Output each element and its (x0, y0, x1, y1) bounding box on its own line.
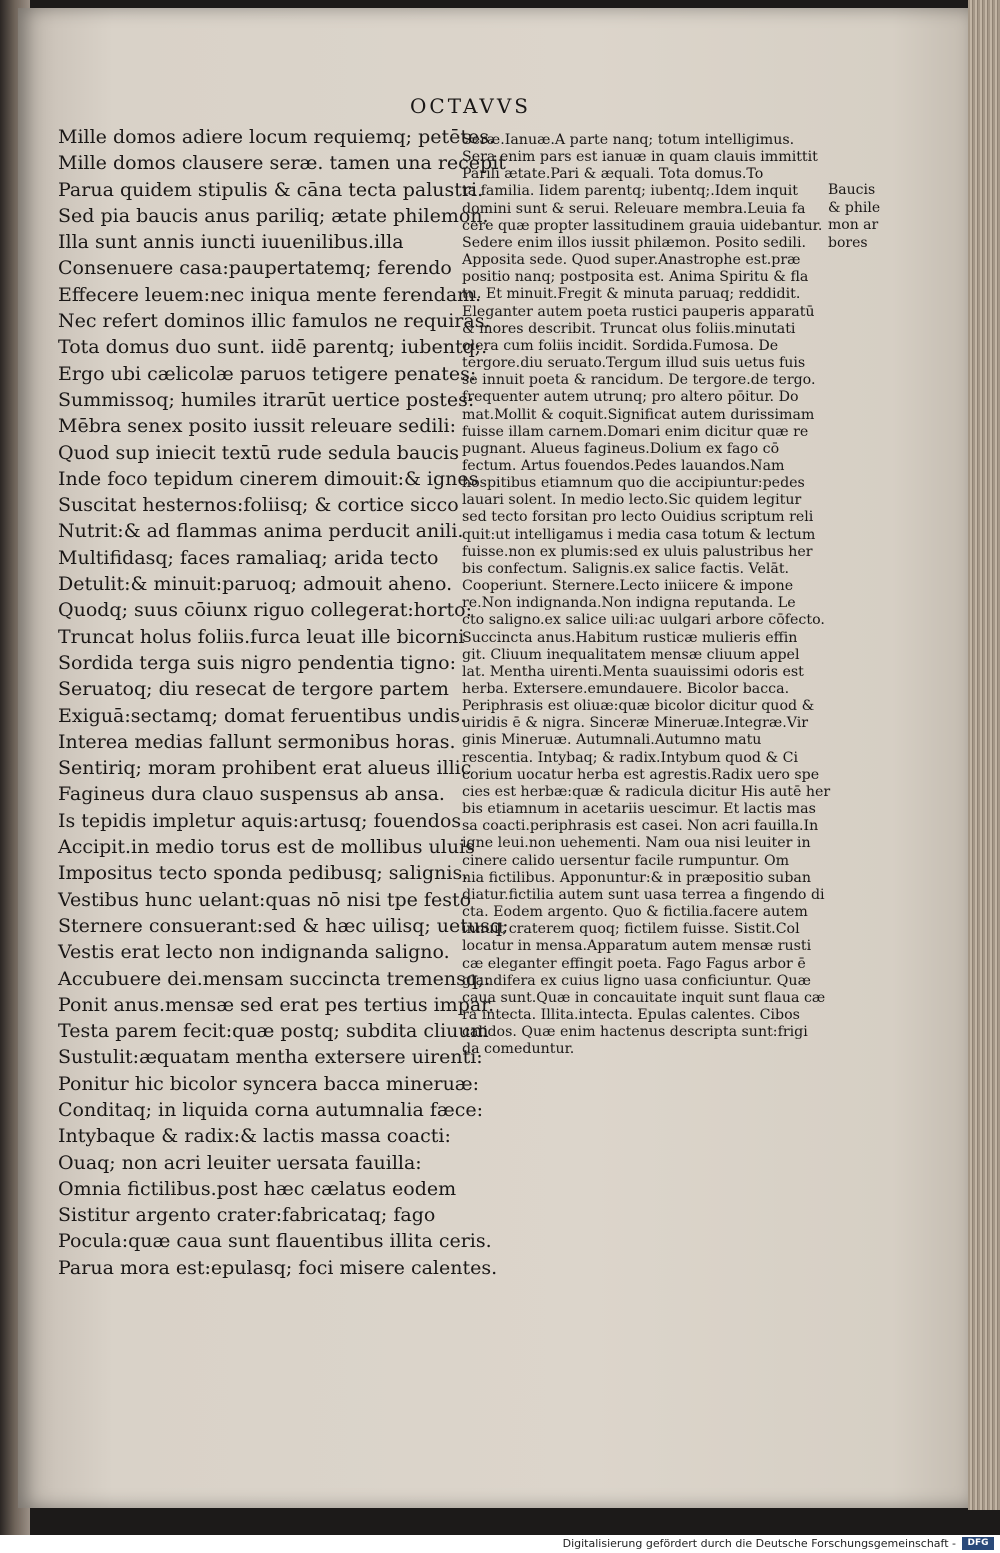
poem-line: Parua mora est:epulasq; foci misere calentes. (58, 1256, 498, 1279)
poem-line: Quod sup iniecit textū rude sedula baucis (58, 441, 459, 464)
poem-line: Effecere leuem:nec iniqua mente ferendam. (58, 283, 482, 306)
poem-line: Sistitur argento crater:fabricataq; fago (58, 1204, 436, 1227)
commentary-line: git. Cliuum inequalitatem mensæ cliuum appel (462, 646, 800, 663)
marginal-note-line: & phile (828, 199, 881, 216)
marginal-note-line: bores (828, 234, 868, 251)
commentary-line: igne leui.non uehementi. Nam oua nisi leuiter in (462, 835, 811, 852)
poem-line: Vestibus hunc uelant:quas nō nisi tpe festo (58, 888, 472, 911)
commentary-line: sa coacti.periphrasis est casei. Non acri fauilla.In (462, 818, 819, 835)
poem-line: Accubuere dei.mensam succincta tremensq;. (58, 967, 491, 990)
poem-line: Fagineus dura clauo suspensus ab ansa. (58, 783, 445, 806)
poem-line: Ergo ubi cælicolæ paruos tetigere penates: (58, 362, 477, 385)
commentary-line: cies est herbæ:quæ & radicula dicitur His autē her (462, 783, 831, 800)
poem-line: Sustulit:æquatam mentha extersere uirenti: (58, 1046, 483, 1069)
commentary-line: bis etiamnum in acetariis uescimur. Et lactis mas (462, 801, 816, 818)
commentary-line: glandifera ex cuius ligno uasa conficiuntur. Quæ (462, 972, 811, 989)
marginal-note-line: mon ar (828, 217, 879, 233)
poem-line: Seruatoq; diu resecat de tergore partem (58, 678, 449, 701)
commentary-line: Parili ætate.Pari & æquali. Tota domus.To (462, 166, 764, 183)
poem-line: Ponitur hic bicolor syncera bacca mineruæ: (58, 1072, 480, 1095)
commentary-line: sed tecto forsitan pro lecto Ouidius scriptum reli (462, 509, 814, 526)
footer-credit: Digitalisierung gefördert durch die Deutsche Forschungsgemeinschaft - (562, 1537, 956, 1550)
poem-line: Suscitat hesternos:foliisq; & cortice sicco (58, 494, 459, 517)
commentary-line: cto saligno.ex salice uili:ac uulgari arbore cōfecto. (462, 612, 825, 629)
commentary-line: & mores describit. Truncat olus foliis.minutati (462, 320, 796, 337)
poem-line: Ouaq; non acri leuiter uersata fauilla: (58, 1151, 422, 1174)
commentary-line: Cooperiunt. Sternere.Lecto iniicere & impone (462, 578, 794, 595)
commentary-line: Seræ.Ianuæ.A parte nanq; totum intelligimus. (462, 132, 795, 148)
commentary-line: quit:ut intelligamus i media casa totum & lectum (462, 526, 816, 543)
commentary-line: lat. Mentha uirenti.Menta suauissimi odoris est (462, 663, 804, 680)
commentary-line: Succincta anus.Habitum rusticæ mulieris effin (462, 629, 798, 646)
poem-line: Mēbra senex posito iussit releuare sedili: (58, 415, 457, 438)
poem-line: Conditaq; in liquida corna autumnalia fæce: (58, 1098, 484, 1121)
commentary-line: pugnant. Alueus fagineus.Dolium ex fago cō (462, 440, 780, 457)
poem-line: Illa sunt annis iuncti iuuenilibus.illa (58, 231, 404, 254)
poem-line: Omnia fictilibus.post hæc cælatus eodem (58, 1177, 457, 1200)
running-head: OCTAVVS (410, 94, 531, 118)
marginal-note (828, 182, 888, 252)
poem-line: Nutrit:& ad flammas anima perducit anili. (58, 520, 464, 543)
poem-line: Testa parem fecit:quæ postq; subdita cliuum (58, 1020, 489, 1043)
commentary-line: Periphrasis est oliuæ:quæ bicolor dicitur quod & (462, 698, 815, 715)
commentary-line: Sera enim pars est ianuæ in quam clauis immittit (462, 149, 818, 166)
poem-column (58, 124, 509, 1281)
poem-line: Vestis erat lecto non indignanda saligno. (58, 941, 450, 964)
commentary-line: rescentia. Intybaq; & radix.Intybum quod & Ci (462, 749, 799, 766)
poem-line: Truncat holus foliis.furca leuat ille bicorni (58, 625, 465, 648)
commentary-line: se innuit poeta & rancidum. De tergore.de tergo. (462, 372, 816, 389)
poem-line: Detulit:& minuit:paruoq; admouit aheno. (58, 573, 453, 596)
poem-line: Sordida terga suis nigro pendentia tigno: (58, 651, 457, 674)
dfg-logo: DFG (962, 1537, 994, 1550)
commentary-line: lauari solent. In medio lecto.Sic quidem legitur (462, 492, 802, 509)
poem-line: Tota domus duo sunt. iidē parentq; iubentq;. (58, 336, 488, 359)
commentary-line: uiridis ē & nigra. Sinceræ Mineruæ.Integræ.Vir (462, 715, 809, 732)
poem-line: Mille domos adiere locum requiemq; petētes. (58, 126, 496, 148)
commentary-line: tergore.diu seruato.Tergum illud suis uetus fuis (462, 355, 806, 372)
commentary-line: olera cum foliis incidit. Sordida.Fumosa. De (462, 337, 779, 354)
poem-line: Inde foco tepidum cinerem dimouit:& ignes (58, 467, 479, 490)
commentary-line: corium uocatur herba est agrestis.Radix uero spe (462, 766, 820, 783)
commentary-line: fuisse illam carnem.Domari enim dicitur quæ re (462, 423, 809, 440)
commentary-line: da comeduntur. (462, 1041, 575, 1058)
commentary-line: frequenter autem utrunq; pro altero pōitur. Do (462, 389, 799, 406)
poem-line: Ponit anus.mensæ sed erat pes tertius impar. (58, 993, 495, 1016)
commentary-line: nia fictilibus. Apponuntur:& in præpositio suban (462, 869, 812, 886)
poem-line: Sternere consuerant:sed & hæc uilisq; uetusq; (58, 914, 509, 937)
commentary-line: ta familia. Iidem parentq; iubentq;.Idem inquit (462, 183, 798, 200)
commentary-line: domini sunt & serui. Releuare membra.Leuia fa (462, 200, 806, 217)
commentary-column (462, 132, 831, 1058)
poem-line: Multifidasq; faces ramaliaq; arida tecto (58, 546, 439, 569)
commentary-line: Sedere enim illos iussit philæmon. Posito sedili. (462, 234, 806, 251)
commentary-line: cæ eleganter effingit poeta. Fago Fagus arbor ē (462, 955, 806, 972)
marginal-note-line: Baucis (828, 182, 876, 198)
commentary-line: tu. Et minuit.Fregit & minuta paruaq; reddidit. (462, 286, 801, 303)
footer-bar (0, 1535, 1000, 1553)
commentary-line: fectum. Artus fouendos.Pedes lauandos.Nam (462, 457, 785, 474)
poem-line: Nec refert dominos illic famulos ne requiras. (58, 310, 491, 333)
commentary-line: ginis Mineruæ. Autumnali.Autumno matu (462, 732, 762, 749)
commentary-line: locatur in mensa.Apparatum autem mensæ rusti (462, 938, 812, 955)
poem-line: Pocula:quæ caua sunt flauentibus illita ceris. (58, 1230, 492, 1253)
page-edges (968, 0, 1000, 1510)
poem-line: Interea medias fallunt sermonibus horas. (58, 730, 456, 753)
poem-line: Consenuere casa:paupertatemq; ferendo (58, 257, 452, 280)
commentary-line: cta. Eodem argento. Quo & fictilia.facere autem (462, 904, 808, 921)
commentary-line: mat.Mollit & coquit.Significat autem durissimam (462, 406, 815, 423)
commentary-line: innuit craterem quoq; fictilem fuisse. Sistit.Col (462, 921, 800, 938)
commentary-line: diatur.fictilia autem sunt uasa terrea a fingendo di (462, 886, 825, 903)
commentary-line: Apposita sede. Quod super.Anastrophe est.præ (462, 252, 801, 269)
poem-line: Impositus tecto sponda pedibusq; salignis. (58, 862, 469, 885)
poem-line: Is tepidis impletur aquis:artusq; fouendos (58, 809, 462, 832)
commentary-line: Eleganter autem poeta rustici pauperis apparatū (462, 303, 815, 320)
poem-line: Quodq; suus cōiunx riguo collegerat:horto: (58, 599, 473, 622)
poem-line: Summissoq; humiles itrarūt uertice postes: (58, 388, 475, 411)
commentary-line: fuisse.non ex plumis:sed ex uluis palustribus her (462, 543, 813, 560)
commentary-line: cinere calido uersentur facile rumpuntur. Om (462, 852, 790, 869)
commentary-line: ra intecta. Illita.intecta. Epulas calentes. Cibos (462, 1006, 800, 1023)
commentary-line: re.Non indignanda.Non indigna reputanda. Le (462, 595, 796, 612)
poem-line: Mille domos clausere seræ. tamen una recepit (58, 152, 506, 175)
poem-line: Parua quidem stipulis & cāna tecta palustri. (58, 178, 484, 201)
commentary-line: calidos. Quæ enim hactenus descripta sunt:frigi (462, 1024, 808, 1041)
poem-line: Intybaque & radix:& lactis massa coacti: (58, 1125, 451, 1148)
commentary-line: cere quæ propter lassitudinem grauia uidebantur. (462, 217, 823, 234)
poem-line: Accipit.in medio torus est de mollibus uluis (58, 836, 475, 859)
poem-line: Sentiriq; moram prohibent erat alueus illic (58, 757, 472, 780)
commentary-line: hospitibus etiamnum quo die accipiuntur:pedes (462, 475, 805, 492)
commentary-line: herba. Extersere.emundauere. Bicolor bacca. (462, 681, 790, 697)
commentary-line: bis confectum. Salignis.ex salice factis. Velāt. (462, 560, 790, 577)
poem-line: Exiguā:sectamq; domat feruentibus undis. (58, 704, 467, 727)
poem-line: Sed pia baucis anus pariliq; ætate philemon. (58, 204, 489, 227)
commentary-line: positio nanq; postposita est. Anima Spiritu & fla (462, 269, 809, 286)
commentary-line: caua sunt.Quæ in concauitate inquit sunt flaua cæ (462, 989, 826, 1006)
